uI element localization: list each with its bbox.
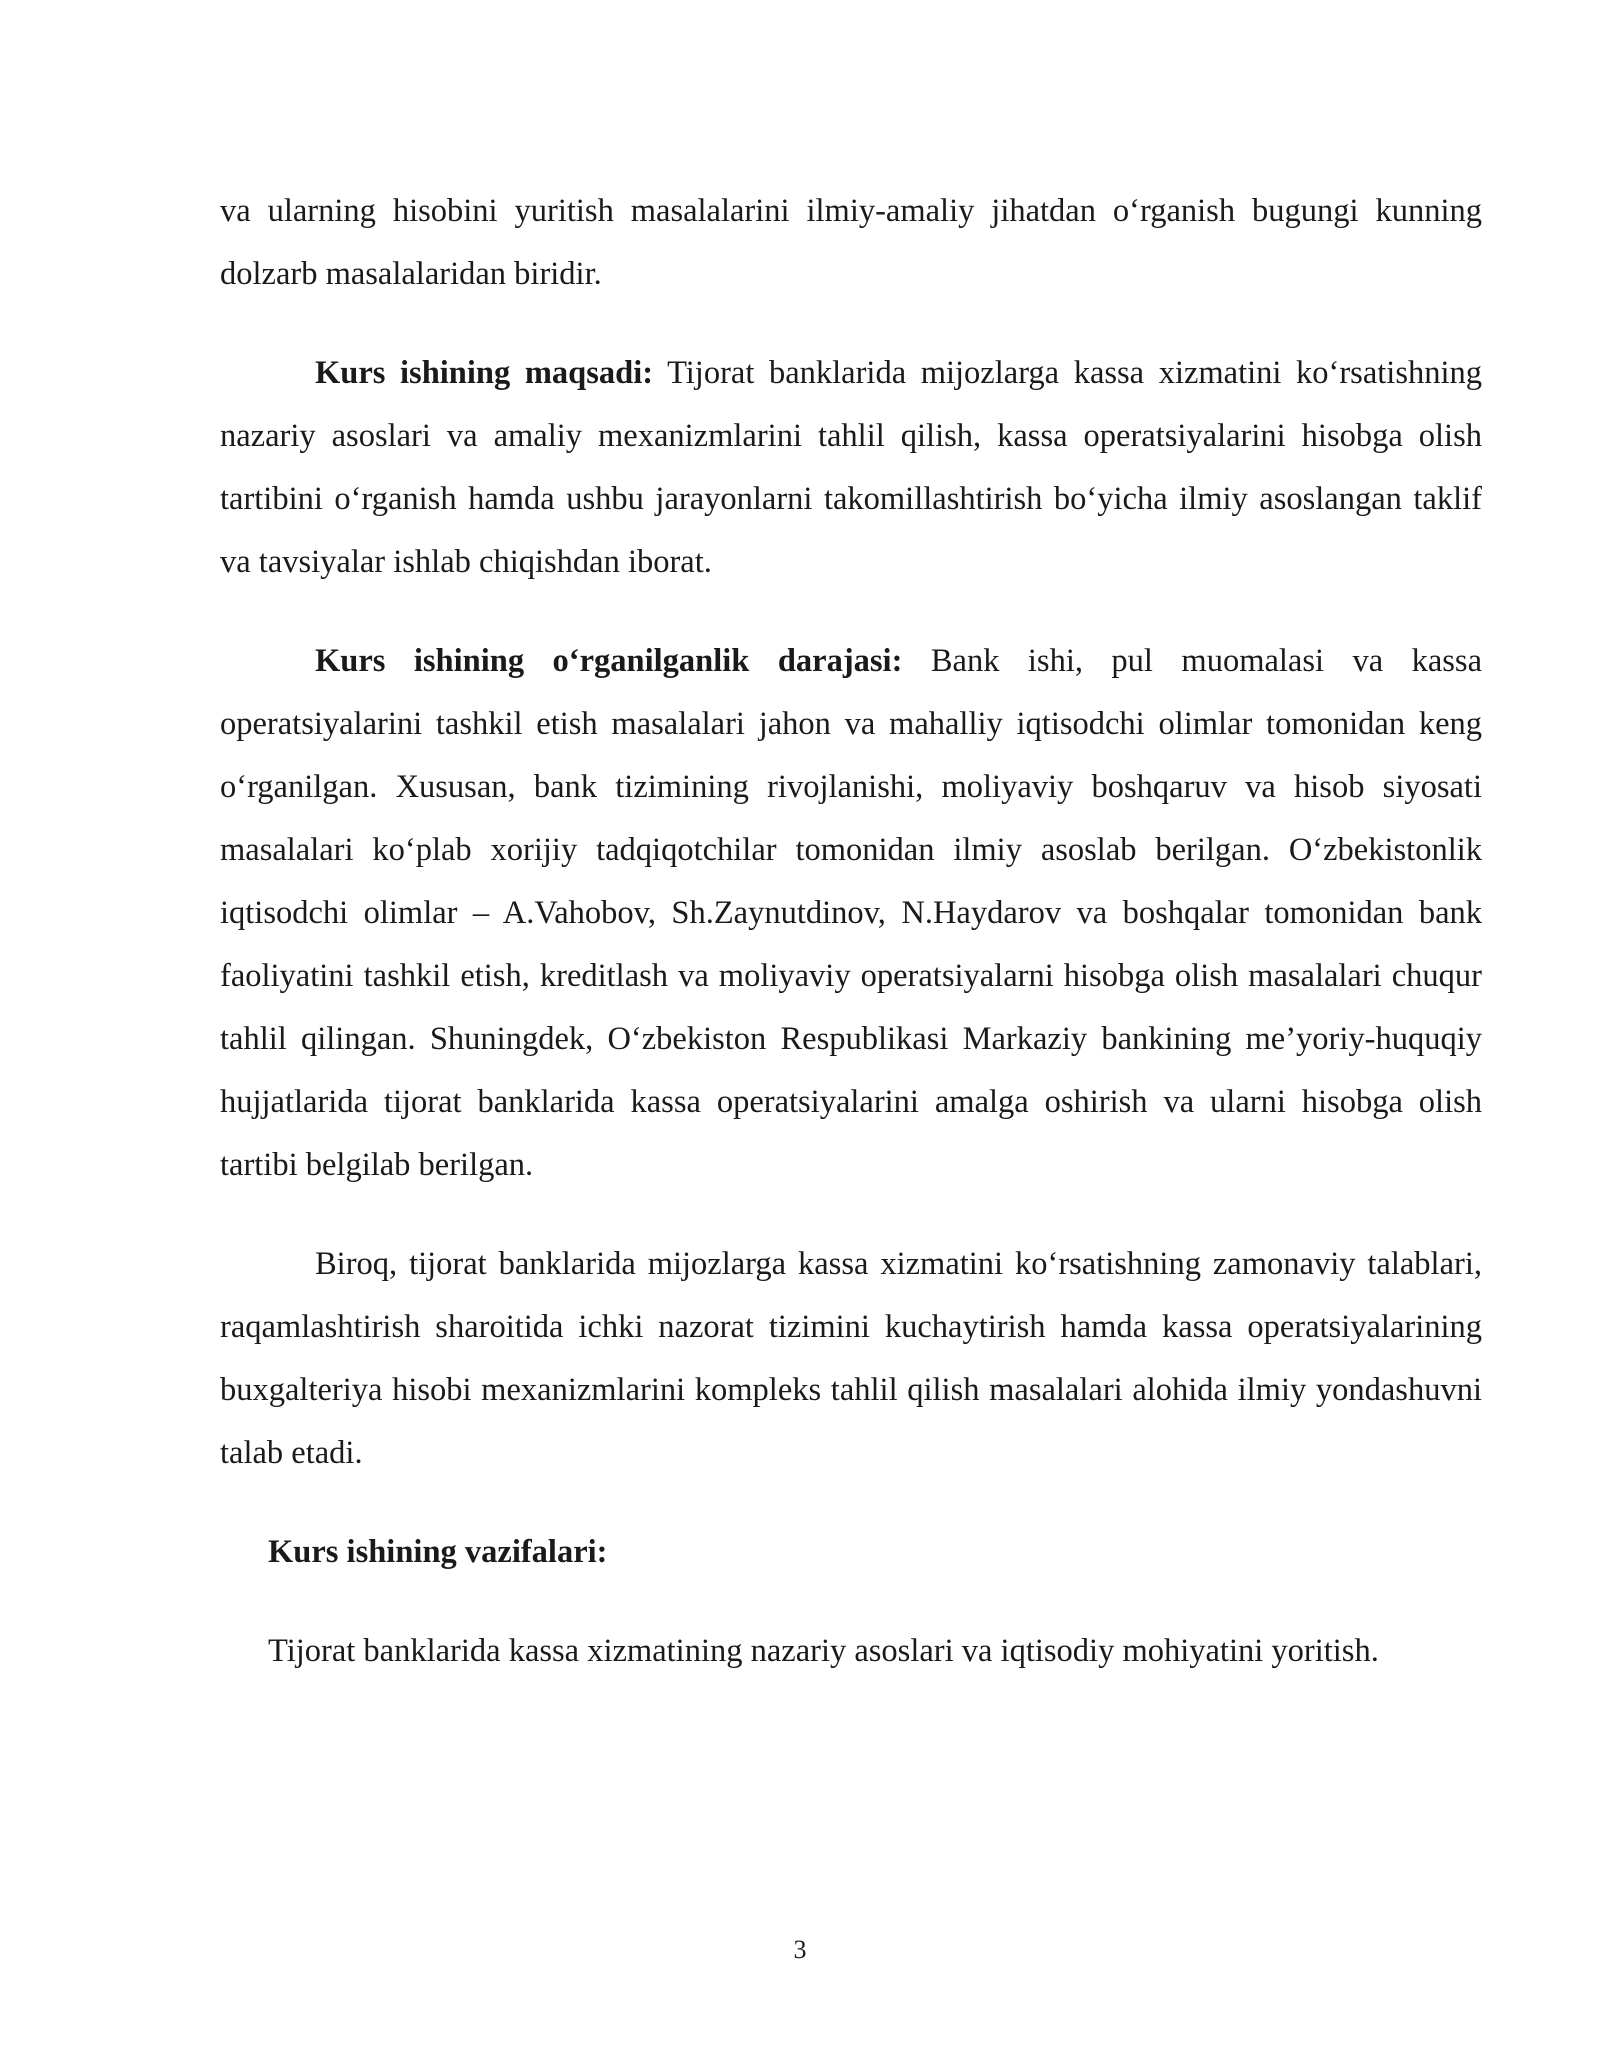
paragraph-gap (220, 1485, 1482, 1521)
paragraph-gap (220, 1197, 1482, 1233)
page-body (220, 180, 1482, 1683)
goal-paragraph (220, 342, 1482, 594)
goal-label: Kurs ishining maqsadi: (315, 355, 654, 391)
page-number: 3 (793, 1935, 807, 1964)
however-paragraph: Biroq, tijorat banklarida mijozlarga kassa xizmatini ko‘rsatishning zamonaviy talablari, raqamlashtirish sharoitida ichki nazorat tizimini kuchaytirish hamda kassa operatsiyalarining buxgalteriya hisobi mexanizmlarini kompleks tahlil qilish masalalari alohida ilmiy yondashuvni talab etadi. (220, 1246, 1482, 1471)
study-level-paragraph (220, 630, 1482, 1197)
tasks-heading: Kurs ishining vazifalari: (268, 1534, 608, 1570)
task-item-1: Tijorat banklarida kassa xizmatining nazariy asoslari va iqtisodiy mohiyatini yoritish. (268, 1633, 1379, 1669)
paragraph-gap (220, 306, 1482, 342)
study-level-text: Bank ishi, pul muomalasi va kassa operatsiyalarini tashkil etish masalalari jahon va mahalliy iqtisodchi olimlar tomonidan keng o‘rganilgan. Xususan, bank tizimining rivojlanishi, moliyaviy boshqaruv va hisob siyosati masalalari ko‘plab xorijiy tadqiqotchilar tomonidan ilmiy asoslab berilgan. O‘zbekistonlik iqtisodchi olimlar – A.Vahobov, Sh.Zaynutdinov, N.Haydarov va boshqalar tomonidan bank faoliyatini tashkil etish, kreditlash va moliyaviy operatsiyalarni hisobga olish masalalari chuqur tahlil qilingan. Shuningdek, O‘zbekiston Respublikasi Markaziy bankining me’yoriy-huquqiy hujjatlarida tijorat banklarida kassa operatsiyalarini amalga oshirish va ularni hisobga olish tartibi belgilab berilgan. (220, 643, 1482, 1183)
paragraph-gap (220, 1584, 1482, 1620)
intro-continuation-paragraph: va ularning hisobini yuritish masalalarini ilmiy-amaliy jihatdan o‘rganish bugungi kunning dolzarb masalalaridan biridir. (220, 193, 1482, 292)
study-level-label: Kurs ishining o‘rganilganlik darajasi: (315, 643, 903, 679)
goal-text: Tijorat banklarida mijozlarga kassa xizmatini ko‘rsatishning nazariy asoslari va amaliy mexanizmlarini tahlil qilish, kassa operatsiyalarini hisobga olish tartibini o‘rganish hamda ushbu jarayonlarni takomillashtirish bo‘yicha ilmiy asoslangan taklif va tavsiyalar ishlab chiqishdan iborat. (220, 355, 1482, 580)
paragraph-gap (220, 594, 1482, 630)
